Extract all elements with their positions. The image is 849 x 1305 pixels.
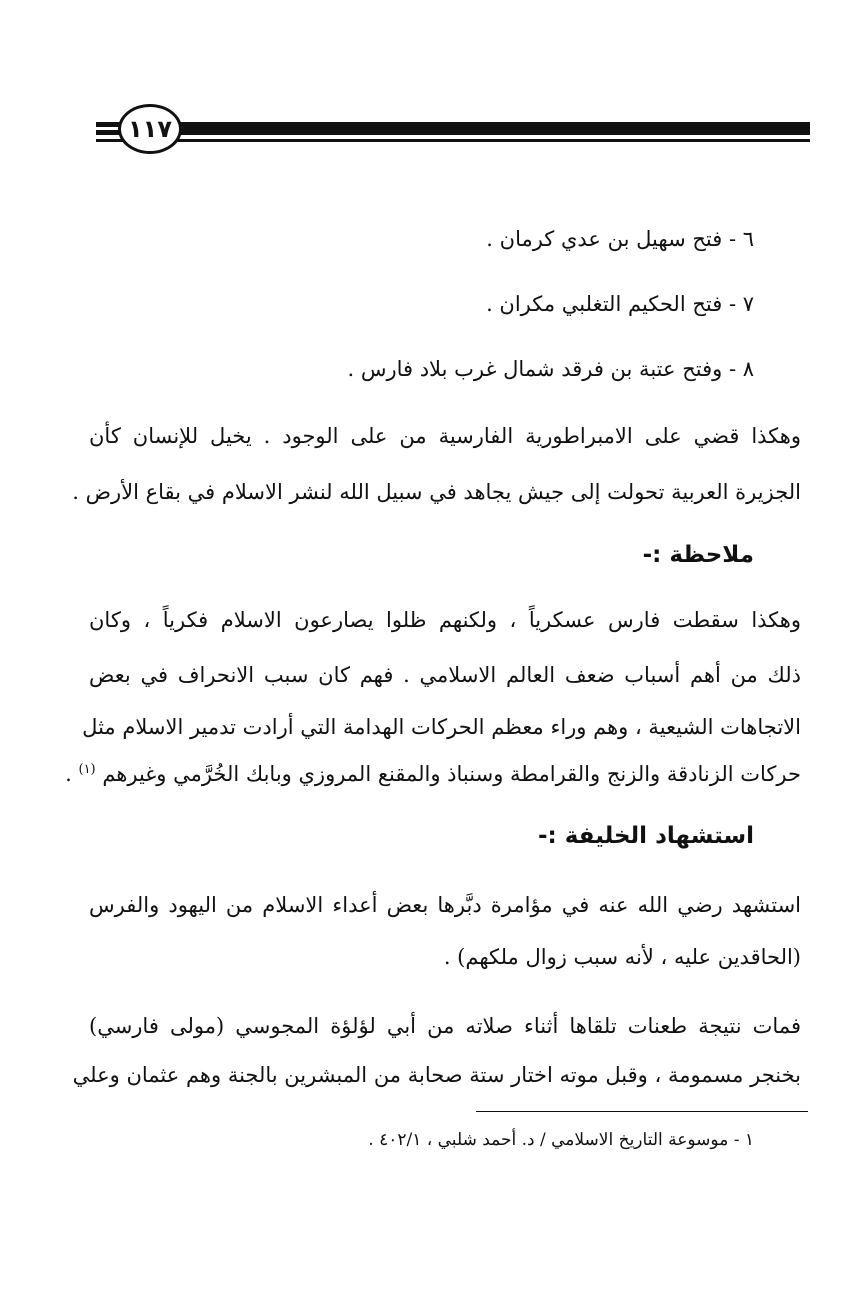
- paragraph-line: بخنجر مسمومة ، وقبل موته اختار ستة صحابة من المبشرين بالجنة وهم عثمان وعلي: [72, 1063, 801, 1087]
- paragraph-line: الجزيرة العربية تحولت إلى جيش يجاهد في سبيل الله لنشر الاسلام في بقاع الأرض .: [72, 480, 801, 504]
- paragraph-line: استشهد رضي الله عنه في مؤامرة دبَّرها بعض أعداء الاسلام من اليهود والفرس: [89, 893, 801, 917]
- paragraph-line: وهكذا قضي على الامبراطورية الفارسية من على الوجود . يخيل للإنسان كأن: [89, 424, 801, 448]
- paragraph-line: فمات نتيجة طعنات تلقاها أثناء صلاته من أبي لؤلؤة المجوسي (مولى فارسي): [89, 1014, 801, 1038]
- list-item: ٨ - وفتح عتبة بن فرقد شمال غرب بلاد فارس .: [347, 357, 754, 381]
- paragraph-line: الاتجاهات الشيعية ، وهم وراء معظم الحركات الهدامة التي أرادت تدمير الاسلام مثل: [82, 715, 801, 739]
- paragraph-text: حركات الزنادقة والزنج والقرامطة وسنباذ والمقنع المروزي وبابك الخُرَّمي وغيرهم: [102, 762, 801, 786]
- list-item: ٧ - فتح الحكيم التغلبي مكران .: [486, 292, 754, 316]
- paragraph-end-punct: .: [65, 762, 72, 786]
- list-item: ٦ - فتح سهيل بن عدي كرمان .: [486, 227, 754, 251]
- section-heading: استشهاد الخليفة :-: [537, 823, 754, 849]
- footnote-reference: (١): [78, 762, 96, 777]
- paragraph-line: ذلك من أهم أسباب ضعف العالم الاسلامي . فهم كان سبب الانحراف في بعض: [89, 663, 801, 687]
- section-heading: ملاحظة :-: [642, 542, 754, 568]
- paragraph-line: [65, 759, 801, 789]
- footnote-separator: [476, 1111, 808, 1112]
- page-header-band: [96, 104, 810, 156]
- footnote: ١ - موسوعة التاريخ الاسلامي / د. أحمد شلبي ، ٤٠٢/١ .: [368, 1130, 754, 1150]
- header-thin-rule: [176, 139, 810, 142]
- page-number: ١١٧: [118, 104, 182, 154]
- paragraph-line: وهكذا سقطت فارس عسكرياً ، ولكنهم ظلوا يصارعون الاسلام فكرياً ، وكان: [89, 608, 801, 632]
- paragraph-line: (الحاقدين عليه ، لأنه سبب زوال ملكهم) .: [443, 945, 801, 969]
- header-thick-rule: [176, 122, 810, 135]
